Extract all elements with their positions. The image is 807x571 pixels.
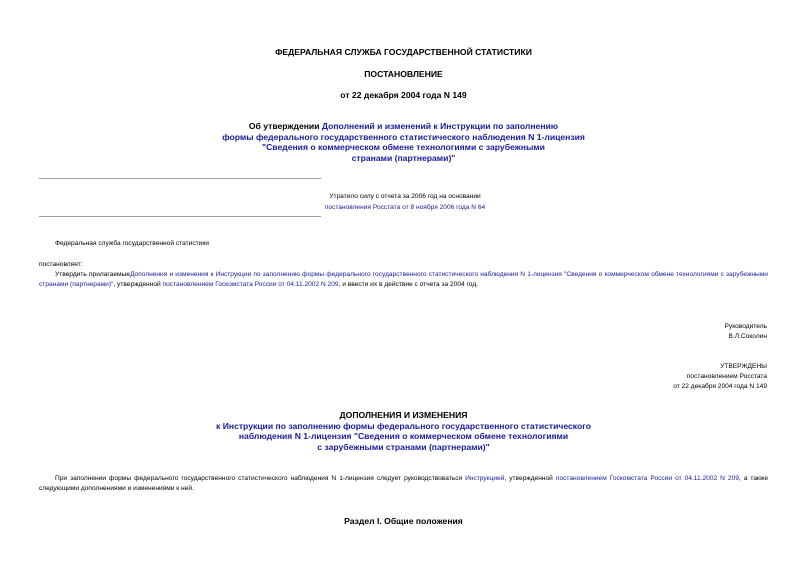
instruction-link[interactable]: Инструкцией	[465, 475, 505, 482]
issuer-line	[39, 239, 768, 249]
appendix-para-mid: , утвержденной	[504, 475, 556, 482]
title-prefix: Об утверждении	[248, 121, 322, 131]
status-note	[280, 191, 530, 213]
approve-paragraph	[39, 270, 768, 290]
issuer-text: Федеральная служба государственной статистики	[55, 240, 209, 247]
approved-line-3: от 22 декабря 2004 года N 149	[673, 383, 767, 390]
approved-block	[673, 362, 767, 392]
divider-bottom	[39, 216, 321, 217]
appendix-heading	[0, 410, 807, 452]
status-link[interactable]: постановления Росстата от 8 ноября 2006 года N 64	[324, 204, 486, 211]
signature-block	[725, 322, 767, 342]
title-link-4[interactable]: странами (партнерами)"	[351, 152, 456, 163]
appendix-para-start: При заполнении формы федерального государственного статистического наблюдения N 1-лицензия следует руководствоваться	[55, 475, 466, 482]
title-link-2[interactable]: формы федерального государственного статистического наблюдения N 1-лицензия	[222, 131, 585, 142]
approve-mid: , утвержденной	[113, 281, 163, 288]
section-title: Раздел I. Общие положения	[344, 516, 463, 526]
doc-date-number: от 22 декабря 2004 года N 149	[340, 90, 467, 100]
goskomstat-link[interactable]: постановлением Госкомстата России от 04.11.2002 N 209	[555, 475, 739, 482]
approved-line-1: УТВЕРЖДЕНЫ	[720, 363, 767, 370]
approved-line-2: постановлением Росстата	[686, 373, 767, 380]
approve-link[interactable]: Дополнения и изменения к Инструкции по заполнению формы федерального государственного статистического наблюдения N 1-лицензия "Сведения о коммерческом обмене технологиями с зарубежными странами (партнерами)"	[39, 271, 768, 288]
agency-title: ФЕДЕРАЛЬНАЯ СЛУЖБА ГОСУДАРСТВЕННОЙ СТАТИСТИКИ	[275, 47, 532, 57]
title-link-3[interactable]: "Сведения о коммерческом обмене технологиями с зарубежными	[262, 142, 545, 152]
appendix-sub-3[interactable]: с зарубежными странами (партнерами)"	[317, 441, 490, 452]
appendix-sub-2[interactable]: наблюдения N 1-лицензия "Сведения о коммерческом обмене технологиями	[238, 431, 569, 441]
decrees-line: постановляет:	[39, 261, 83, 268]
appendix-para-end: , а также следующими дополнениями и изменениями к ней.	[39, 475, 768, 492]
signature-name: В.Л.Соколин	[728, 333, 767, 340]
approve-end: , и ввести их в действие с отчета за 2004 год.	[338, 281, 479, 288]
divider-top	[39, 178, 321, 179]
approve-word: Утвердить прилагаемые	[55, 271, 130, 278]
appendix-title: ДОПОЛНЕНИЯ И ИЗМЕНЕНИЯ	[339, 410, 468, 420]
title-link-1[interactable]: Дополнений и изменений к Инструкции по заполнению	[321, 121, 559, 131]
appendix-paragraph	[39, 474, 768, 494]
approve-link-goskomstat[interactable]: постановлением Госкомстата России от 04.11.2002 N 209	[162, 281, 339, 288]
doc-type: ПОСТАНОВЛЕНИЕ	[364, 69, 443, 79]
doc-title	[0, 121, 807, 163]
signature-position: Руководитель	[724, 323, 767, 330]
appendix-sub-1[interactable]: к Инструкции по заполнению формы федерального государственного статистического	[216, 420, 591, 431]
status-line: Утратило силу с отчета за 2006 год на основании	[329, 193, 481, 200]
